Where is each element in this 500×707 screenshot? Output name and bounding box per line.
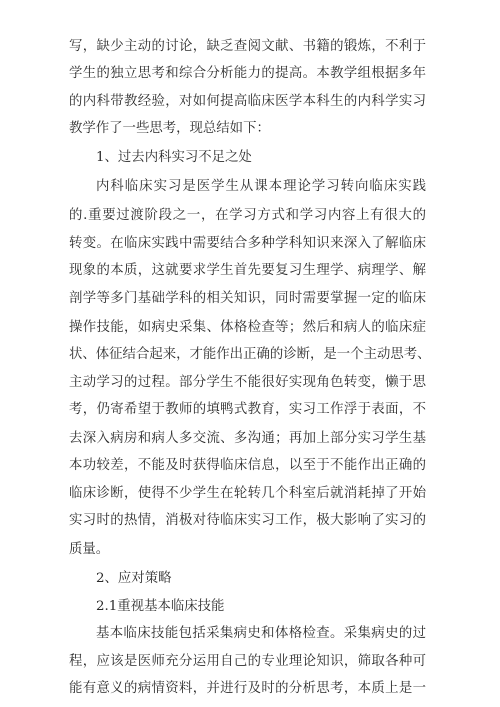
section-heading-2: 2、应对策略 [96, 570, 172, 586]
text-line: 主动学习的过程。部分学生不能很好实现角色转变，懒于思 [69, 375, 426, 391]
text-line: 剖学等多门基础学科的相关知识，同时需要掌握一定的临床 [69, 291, 426, 307]
text-line: 转变。在临床实践中需要结合多种学科知识来深入了解临床 [69, 235, 426, 251]
text-line: 能有意义的病情资料，并进行及时的分析思考，本质上是一 [69, 681, 426, 696]
text-line: 写，缺少主动的讨论，缺乏查阅文献、书籍的锻炼，不利于 [69, 39, 426, 54]
text-line: 去深入病房和病人多交流、多沟通；再加上部分实习学生基 [69, 430, 426, 446]
text-line: 质量。 [69, 541, 110, 557]
text-line: 考，仍寄希望于教师的填鸭式教育，实习工作浮于表面，不 [69, 402, 426, 418]
paragraph-first-line: 基本临床技能包括采集病史和体格检查。采集病史的过 [96, 626, 426, 642]
text-line: 实习时的热情，消极对待临床实习工作，极大影响了实习的 [69, 513, 426, 529]
text-line: 操作技能，如病史采集、体格检查等；然后和病人的临床症 [69, 319, 426, 335]
text-line: 程，应该是医师充分运用自己的专业理论知识，筛取各种可 [69, 653, 426, 669]
text-line: 状、体征结合起来，才能作出正确的诊断，是一个主动思考、 [69, 346, 431, 362]
section-heading-1: 1、过去内科实习不足之处 [96, 150, 252, 166]
text-line: 临床诊断，使得不少学生在轮转几个科室后就消耗掉了开始 [69, 486, 426, 502]
subsection-heading: 2.1重视基本临床技能 [96, 599, 225, 615]
text-line: 教学作了一些思考，现总结如下： [69, 120, 270, 136]
text-line: 的.重要过渡阶段之一，在学习方式和学习内容上有很大的 [69, 207, 426, 223]
text-line: 本功较差，不能及时获得临床信息，以至于不能作出正确的 [69, 457, 426, 473]
paragraph-first-line: 内科临床实习是医学生从课本理论学习转向临床实践 [96, 179, 426, 195]
text-line: 的内科带教经验，对如何提高临床医学本科生的内科学实习 [69, 93, 426, 109]
text-line: 现象的本质，这就要求学生首先要复习生理学、病理学、解 [69, 263, 426, 279]
text-line: 学生的独立思考和综合分析能力的提高。本教学组根据多年 [69, 66, 426, 82]
